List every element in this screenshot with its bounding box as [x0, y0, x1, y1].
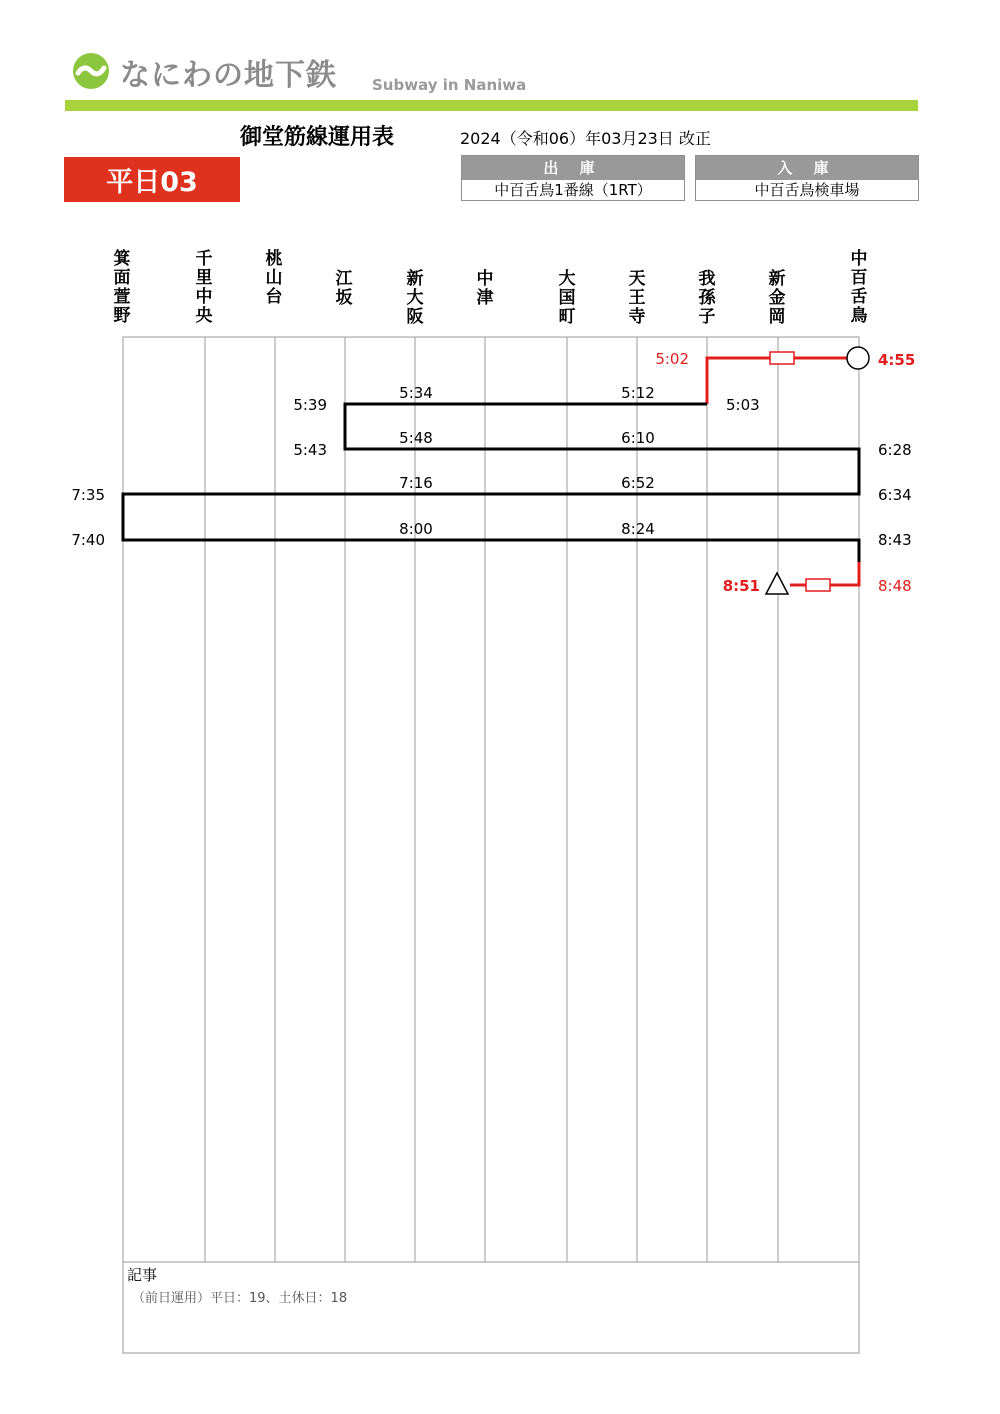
time-label: 5:39 — [293, 396, 327, 414]
time-label: 8:51 — [722, 577, 760, 595]
deadhead-marker-start — [770, 352, 794, 364]
revision-date: 2024（令和06）年03月23日 改正 — [460, 129, 711, 148]
time-label: 6:28 — [878, 441, 912, 459]
station-senri-chuo: 千里中央 — [195, 249, 213, 326]
station-tennoji: 天王寺 — [628, 269, 646, 327]
time-label: 6:10 — [621, 429, 655, 447]
time-label: 6:52 — [621, 474, 655, 492]
station-daikokucho: 大国町 — [558, 269, 576, 327]
depart-circle-icon — [847, 347, 869, 369]
deadhead-marker-end — [806, 579, 830, 591]
arrive-triangle-icon — [766, 573, 788, 594]
station-gridlines — [123, 337, 859, 1262]
station-momoyamadai: 桃山台 — [265, 249, 283, 307]
time-label: 6:34 — [878, 486, 912, 504]
time-label: 5:03 — [726, 396, 760, 414]
arrival-header: 入 庫 — [696, 156, 918, 180]
time-label: 7:40 — [71, 531, 105, 549]
time-label: 4:55 — [878, 351, 916, 369]
station-nakatsu: 中 津 — [476, 269, 494, 308]
station-abiko: 我孫子 — [698, 269, 716, 327]
service-line — [123, 404, 859, 562]
station-esaka: 江 坂 — [335, 269, 353, 308]
doc-title: 御堂筋線運用表 — [240, 125, 395, 150]
station-shin-osaka: 新大阪 — [406, 269, 424, 327]
logo-text: なにわの地下鉄 — [120, 58, 337, 93]
time-label: 8:24 — [621, 520, 655, 538]
time-label: 5:02 — [655, 350, 689, 368]
logo-subtitle: Subway in Naniwa — [372, 76, 527, 94]
notes-text: （前日運用）平日：19、土休日：18 — [132, 1291, 348, 1306]
time-label: 8:48 — [878, 577, 912, 595]
diagram-frame — [123, 337, 859, 1353]
departure-header: 出 庫 — [462, 156, 684, 180]
arrival-value: 中百舌鳥検車場 — [754, 181, 860, 199]
station-shinkanaoka: 新金岡 — [768, 269, 786, 327]
time-label: 8:00 — [399, 520, 433, 538]
time-label: 5:48 — [399, 429, 433, 447]
time-label: 5:34 — [399, 384, 433, 402]
station-minoh-kayano: 箕面萱野 — [113, 249, 131, 326]
station-nakamozu: 中百舌鳥 — [850, 249, 868, 326]
departure-value: 中百舌鳥1番線（1RT） — [494, 181, 652, 199]
operation-badge: 平日03 — [64, 157, 240, 202]
time-label: 8:43 — [878, 531, 912, 549]
notes-title: 記事 — [127, 1266, 158, 1284]
time-label: 7:35 — [71, 486, 105, 504]
time-label: 5:12 — [621, 384, 655, 402]
time-label: 7:16 — [399, 474, 433, 492]
time-label: 5:43 — [293, 441, 327, 459]
